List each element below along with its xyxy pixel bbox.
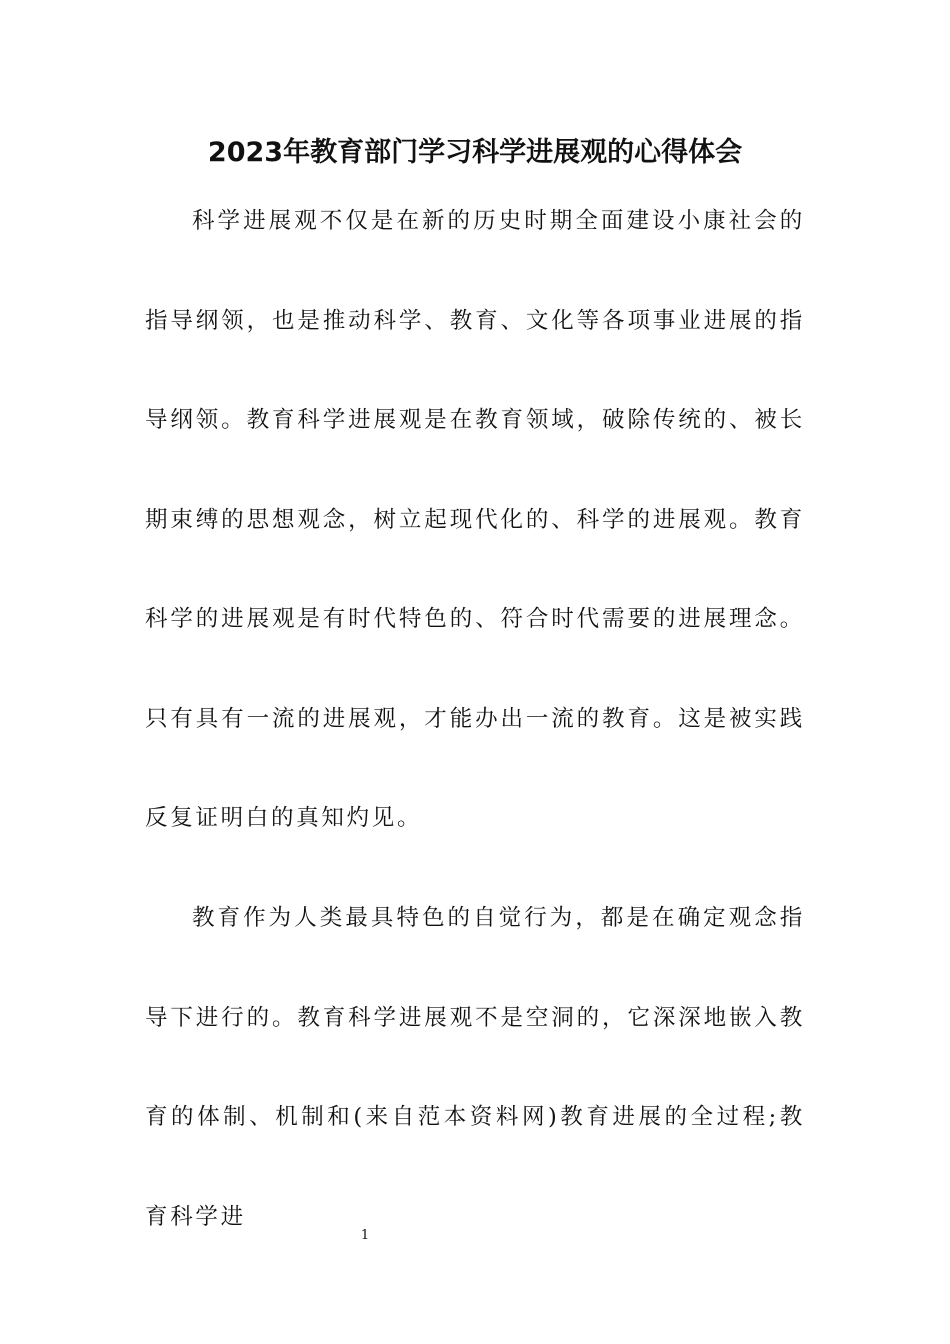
paragraph-2: 教育作为人类最具特色的自觉行为，都是在确定观念指导下进行的。教育科学进展观不是空洞的，它深深地嵌入教育的体制、机制和(来自范本资料网)教育进展的全过程;教育科学进 xyxy=(145,905,805,1230)
page-number: 1 xyxy=(360,1228,370,1243)
document-title: 2023年教育部门学习科学进展观的心得体会 xyxy=(207,137,743,168)
paragraph-1: 科学进展观不仅是在新的历史时期全面建设小康社会的指导纲领，也是推动科学、教育、文化等各项事业进展的指导纲领。教育科学进展观是在教育领域，破除传统的、被长期束缚的思想观念，树立起现代化的、科学的进展观。教育科学的进展观是有时代特色的、符合时代需要的进展理念。只有具有一流的进展观，才能办出一流的教育。这是被实践反复证明白的真知灼见。 xyxy=(145,208,805,831)
